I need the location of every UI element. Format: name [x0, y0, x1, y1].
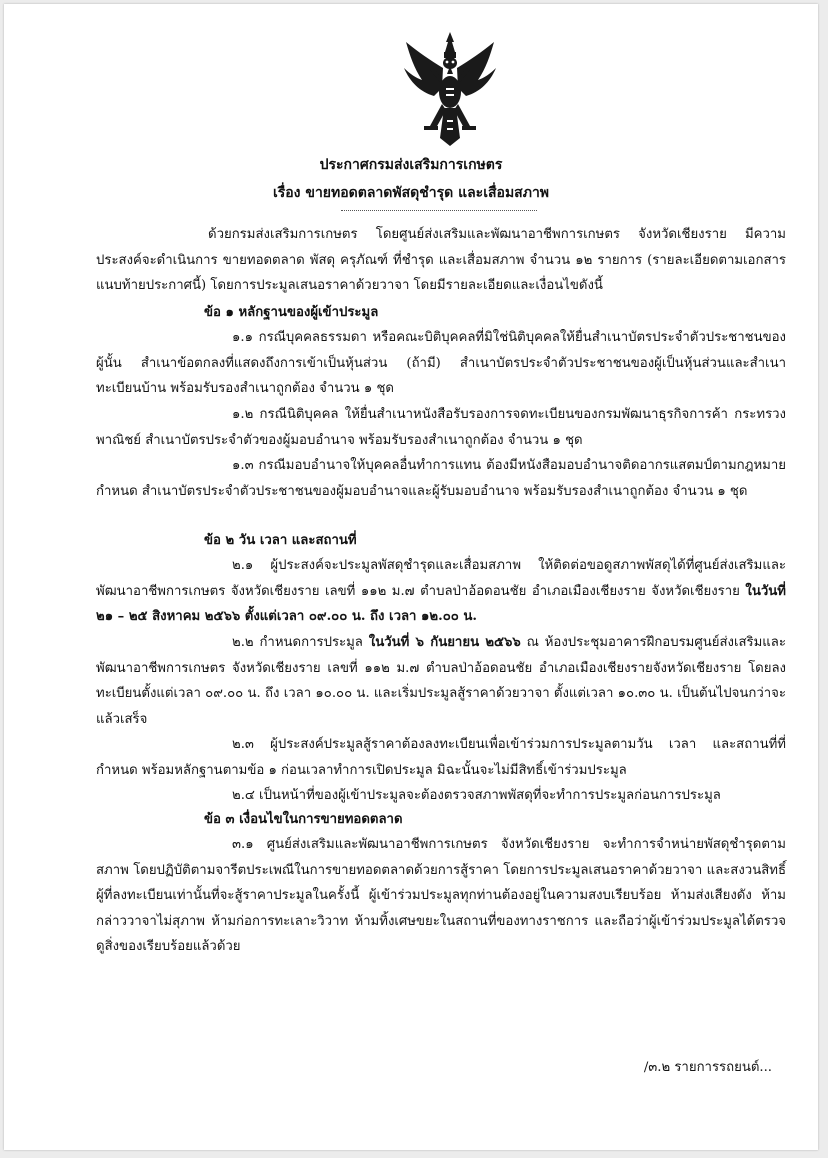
clause-3-1: ๓.๑ ศูนย์ส่งเสริมและพัฒนาอาชีพการเกษตร จังหวัดเชียงราย จะทำการจำหน่ายพัสดุชำรุดตามสภาพ โดยปฏิบัติตามจารีตประเพณีในการขายทอดตลาดด้วยการสู้ราคา โดยการประมูลเสนอราคาด้วยวาจา และสงวนสิทธิ์ผู้ที่ลงทะเบียนเท่านั้นที่จะสู้ราคาประมูลในครั้งนี้ ผู้เข้าร่วมประมูลทุกท่านต้องอยู่ในความสงบเรียบร้อย ห้ามส่งเสียงดัง ห้ามกล่าววาจาไม่สุภาพ ห้ามก่อการทะเลาะวิวาท ห้ามทิ้งเศษขยะในสถานที่ของทางราชการ และถือว่าผู้เข้าร่วมประมูลได้ตรวจดูสิ่งของเรียบร้อยแล้วด้วย [96, 837, 786, 954]
clause-1-3: ๑.๓ กรณีมอบอำนาจให้บุคคลอื่นทำการแทน ต้องมีหนังสือมอบอำนาจติดอากรแสตมป์ตามกฎหมายกำหนด สำเนาบัตรประจำตัวประชาชนของผู้มอบอำนาจและผู้รับมอบอำนาจ พร้อมรับรองสำเนาถูกต้อง จำนวน ๑ ชุด [96, 458, 786, 499]
clause-2-1-text: ๒.๑ ผู้ประสงค์จะประมูลพัสดุชำรุดและเสื่อมสภาพ ให้ติดต่อขอดูสภาพพัสดุได้ที่ศูนย์ส่งเสริมและพัฒนาอาชีพการเกษตร จังหวัดเชียงราย เลขที่ ๑๑๒ ม.๗ ตำบลป่าอ้อดอนชัย อำเภอเมืองเชียงราย จังหวัดเชียงราย [96, 558, 786, 599]
clause-2-4: ๒.๔ เป็นหน้าที่ของผู้เข้าประมูลจะต้องตรวจสภาพพัสดุที่จะทำการประมูลก่อนการประมูล [232, 788, 721, 803]
section-2-heading: ข้อ ๒ วัน เวลา และสถานที่ [204, 533, 357, 548]
clause-2-1 [96, 553, 786, 630]
clause-2-3: ๒.๓ ผู้ประสงค์ประมูลสู้ราคาต้องลงทะเบียนเพื่อเข้าร่วมการประมูลตามวัน เวลา และสถานที่ที่กำหนด พร้อมหลักฐานตามข้อ ๑ ก่อนเวลาทำการเปิดประมูล มิฉะนั้นจะไม่มีสิทธิ์เข้าร่วมประมูล [96, 737, 786, 778]
section-1-heading: ข้อ ๑ หลักฐานของผู้เข้าประมูล [204, 305, 379, 320]
document-page [4, 4, 818, 1150]
clause-1-2: ๑.๒ กรณีนิติบุคคล ให้ยื่นสำเนาหนังสือรับรองการจดทะเบียนของกรมพัฒนาธุรกิจการค้า กระทรวงพาณิชย์ สำเนาบัตรประจำตัวของผู้มอบอำนาจ พร้อมรับรองสำเนาถูกต้อง จำนวน ๑ ชุด [96, 407, 786, 448]
clause-2-2-text: ณ ห้องประชุมอาคารฝึกอบรมศูนย์ส่งเสริมและพัฒนาอาชีพการเกษตร จังหวัดเชียงราย เลขที่ ๑๑๒ ม.๗ ตำบลป่าอ้อดอนชัย อำเภอเมืองเชียงรายจังหวัดเชียงราย โดยลงทะเบียนตั้งแต่เวลา ๐๙.๐๐ น. ถึง เวลา ๑๐.๐๐ น. และเริ่มประมูลสู้ราคาด้วยวาจา ตั้งแต่เวลา ๑๐.๓๐ น. เป็นต้นไปจนกว่าจะแล้วเสร็จ [96, 635, 786, 727]
clause-2-2 [96, 630, 786, 732]
clause-2-1-dates: ในวันที่ ๒๑ – ๒๕ สิงหาคม ๒๕๖๖ ตั้งแต่เวลา ๐๙.๐๐ น. ถึง เวลา ๑๒.๐๐ น. [96, 583, 786, 624]
intro-paragraph: ด้วยกรมส่งเสริมการเกษตร โดยศูนย์ส่งเสริมและพัฒนาอาชีพการเกษตร จังหวัดเชียงราย มีความประสงค์จะดำเนินการ ขายทอดตลาด พัสดุ ครุภัณฑ์ ที่ชำรุด และเสื่อมสภาพ จำนวน ๑๒ รายการ (รายละเอียดตามเอกสารแนบท้ายประกาศนี้) โดยการประมูลเสนอราคาด้วยวาจา โดยมีรายละเอียดและเงื่อนไขดังนี้ [96, 227, 786, 293]
clause-2-2-date: ในวันที่ ๖ กันยายน ๒๕๖๖ [368, 635, 521, 650]
clause-2-2-label: ๒.๒ กำหนดการประมูล [232, 635, 369, 650]
announcement-subject: เรื่อง ขายทอดตลาดพัสดุชำรุด และเสื่อมสภาพ [272, 185, 550, 201]
garuda-emblem-icon [400, 30, 500, 148]
clause-1-1: ๑.๑ กรณีบุคคลธรรมดา หรือคณะบิติบุคคลที่มิใช่นิติบุคคลให้ยื่นสำเนาบัตรประจำตัวประชาชนของผู้นั้น สำเนาข้อตกลงที่แสดงถึงการเข้าเป็นหุ้นส่วน (ถ้ามี) สำเนาบัตรประจำตัวประชาชนของผู้เป็นหุ้นส่วนและสำเนาทะเบียนบ้าน พร้อมรับรองสำเนาถูกต้อง จำนวน ๑ ชุด [96, 330, 786, 396]
continuation-note: /๓.๒ รายการรถยนต์... [643, 1060, 772, 1075]
dotted-separator [341, 210, 537, 211]
announcement-title: ประกาศกรมส่งเสริมการเกษตร [319, 157, 503, 173]
section-3-heading: ข้อ ๓ เงื่อนไขในการขายทอดตลาด [204, 812, 403, 827]
